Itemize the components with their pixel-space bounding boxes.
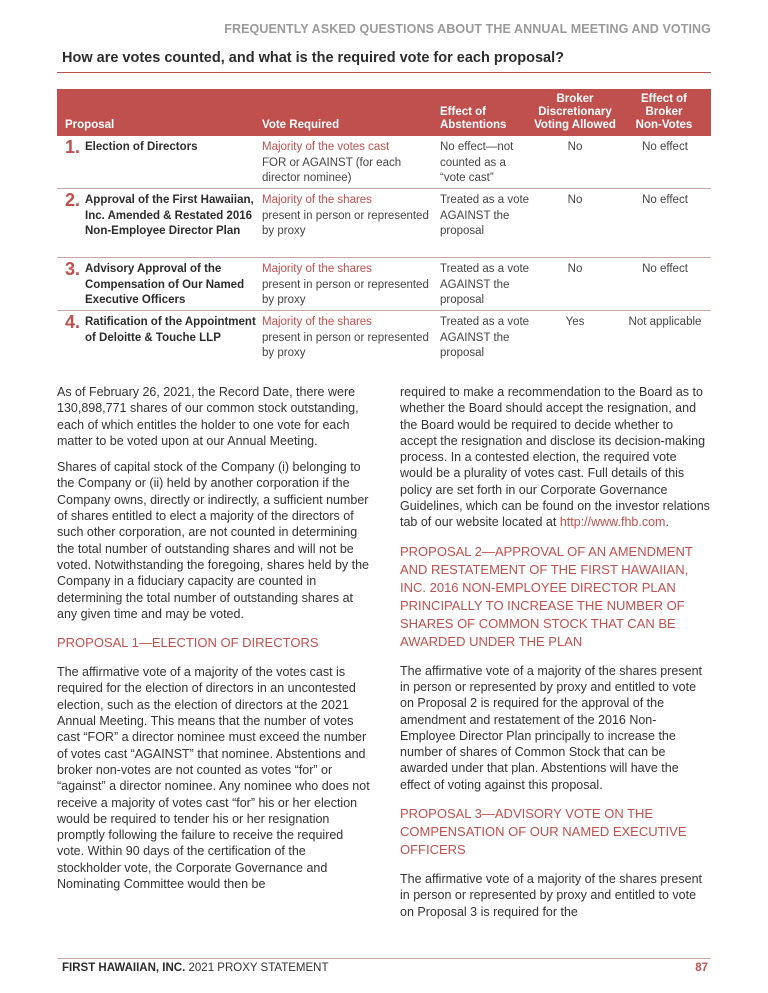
proposal-2-heading: PROPOSAL 2—APPROVAL OF AN AMENDMENT AND RESTATEMENT OF THE FIRST HAWAIIAN, INC. 2016 NON-EMPLOYEE DIRECTOR PLAN PRINCIPALLY TO INCREASE THE NUMBER OF SHARES OF COMMON STOCK THAT CAN BE AWARDED UNDER THE PLAN — [400, 543, 693, 649]
header-proposal: Proposal — [65, 119, 115, 131]
proposal-name: Advisory Approval of the Compensation of Our Named Executive Officers — [85, 263, 245, 306]
header-broker-line2: Discretionary — [538, 106, 612, 118]
header-broker-line1: Broker — [556, 93, 594, 105]
header-abstentions-line2: Abstentions — [440, 119, 507, 131]
table-header — [57, 89, 711, 136]
broker-nonvotes-effect: Not applicable — [628, 316, 702, 328]
proposal-1-paragraph: The affirmative vote of a majority of the votes cast is required for the election of directors in an uncontested election, such as the election of directors at the 2021 Annual Meeting. This means that the number of votes cast “FOR” a director nominee must exceed the number of votes cast “AGAINST” that nominee. Abstentions and broker non-votes are not counted as votes “for” or “against” a director nominee. Any nominee who does not receive a majority of votes cast “for” his or her election would be required to tender his or her resignation promptly following the failure to receive the required vote. Within 90 days of the certification of the stockholder vote, the Corporate Governance and Nominating Committee would then be — [57, 665, 370, 892]
vote-required-highlight: Majority of the shares — [262, 316, 372, 328]
table-row — [57, 189, 711, 258]
abstentions-effect: No effect—not counted as a “vote cast” — [440, 141, 514, 184]
header-nonvotes-line2: Broker — [645, 106, 683, 118]
proposal-3-heading: PROPOSAL 3—ADVISORY VOTE ON THE COMPENSATION OF OUR NAMED EXECUTIVE OFFICERS — [400, 806, 687, 858]
proposal-name: Election of Directors — [85, 141, 198, 153]
top-divider — [57, 72, 711, 73]
running-head: FREQUENTLY ASKED QUESTIONS ABOUT THE ANNUAL MEETING AND VOTING — [224, 22, 711, 36]
header-broker-line3: Voting Allowed — [534, 119, 616, 131]
footer-document-title — [62, 962, 328, 974]
section-question: How are votes counted, and what is the required vote for each proposal? — [62, 50, 564, 66]
broker-discretionary: No — [567, 194, 583, 206]
record-date-paragraph: As of February 26, 2021, the Record Date, there were 130,898,771 shares of our common stock outstanding, each of which entitles the holder to one vote for each matter to be voted upon at our Annual Meeting. — [57, 385, 359, 448]
broker-discretionary: Yes — [565, 316, 585, 328]
footer-divider — [57, 958, 711, 959]
proposal-name: Ratification of the Appointment of Deloitte & Touche LLP — [85, 316, 256, 344]
header-broker-voting — [526, 93, 624, 132]
broker-nonvotes-effect: No effect — [642, 141, 688, 153]
table-row — [57, 136, 711, 189]
abstentions-effect: Treated as a vote AGAINST the proposal — [440, 263, 530, 306]
vote-required-detail: present in person or represented by proxy — [262, 331, 429, 359]
header-nonvotes-line1: Effect of — [641, 93, 687, 105]
footer-company: FIRST HAWAIIAN, INC. — [62, 962, 186, 974]
table-row — [57, 258, 711, 311]
resignation-end: . — [665, 515, 669, 530]
proposal-number: 3. — [65, 259, 81, 279]
resignation-text: required to make a recommendation to the Board as to whether the Board should accept the resignation, and the Board would be required to decide whether to accept the resignation and disclose its decision-making process. In a contested election, the required vote would be a plurality of votes cast. Full details of this policy are set forth in our Corporate Governance Guidelines, which can be found on the investor relations tab of our website located at — [400, 385, 710, 530]
proposal-name: Approval of the First Hawaiian, Inc. Amended & Restated 2016 Non-Employee Director Plan — [85, 194, 254, 237]
header-abstentions — [440, 106, 506, 132]
proposal-number: 2. — [65, 190, 81, 210]
vote-required-highlight: Majority of the shares — [262, 194, 372, 206]
proposal-number: 1. — [65, 137, 81, 157]
vote-required-detail: FOR or AGAINST (for each director nominee) — [262, 156, 402, 184]
vote-requirements-table — [57, 89, 711, 365]
website-link[interactable]: http://www.fhb.com — [559, 515, 666, 530]
resignation-paragraph — [400, 384, 711, 531]
broker-nonvotes-effect: No effect — [642, 194, 688, 206]
right-text-column — [400, 384, 711, 930]
table-row — [57, 311, 711, 365]
vote-required — [262, 262, 434, 309]
vote-required-highlight: Majority of the shares — [262, 263, 372, 275]
vote-required-detail: present in person or represented by proxy — [262, 278, 429, 306]
broker-discretionary: No — [567, 263, 583, 275]
page-number: 87 — [695, 962, 708, 974]
abstentions-effect: Treated as a vote AGAINST the proposal — [440, 316, 530, 359]
header-vote-required: Vote Required — [262, 119, 340, 131]
proposal-3-paragraph: The affirmative vote of a majority of the shares present in person or represented by proxy and entitled to vote on Proposal 3 is required for the — [400, 872, 702, 919]
header-abstentions-line1: Effect of — [440, 106, 486, 118]
vote-required-highlight: Majority of the votes cast — [262, 141, 390, 153]
footer-doc: 2021 PROXY STATEMENT — [188, 962, 329, 974]
proposal-2-paragraph: The affirmative vote of a majority of the shares present in person or represented by proxy and entitled to vote on Proposal 2 is required for the approval of the amendment and restatement of the 2016 Non-Employee Director Plan principally to increase the number of shares of Common Stock that can be awarded under that plan. Abstentions will have the effect of voting against this proposal. — [400, 663, 702, 792]
proposal-number: 4. — [65, 312, 81, 332]
header-nonvotes-line3: Non-Votes — [635, 119, 693, 131]
proposal-1-heading: PROPOSAL 1—ELECTION OF DIRECTORS — [57, 635, 319, 651]
abstentions-effect: Treated as a vote AGAINST the proposal — [440, 194, 530, 237]
vote-required-detail: present in person or represented by proxy — [262, 209, 429, 237]
vote-required — [262, 315, 434, 362]
vote-required — [262, 140, 434, 187]
broker-nonvotes-effect: No effect — [642, 263, 688, 275]
capital-stock-paragraph: Shares of capital stock of the Company (i) belonging to the Company or (ii) held by another corporation if the Company owns, directly or indirectly, a sufficient number of shares entitled to elect a majority of the directors of such other corporation, are not counted in determining the total number of outstanding shares and will not be voted. Notwithstanding the foregoing, shares held by the Company in a fiduciary capacity are counted in determining the total number of outstanding shares at any given time and may be voted. — [57, 460, 370, 621]
header-broker-nonvotes — [626, 93, 702, 132]
broker-discretionary: No — [567, 141, 583, 153]
vote-required — [262, 193, 434, 240]
left-text-column — [57, 384, 370, 902]
